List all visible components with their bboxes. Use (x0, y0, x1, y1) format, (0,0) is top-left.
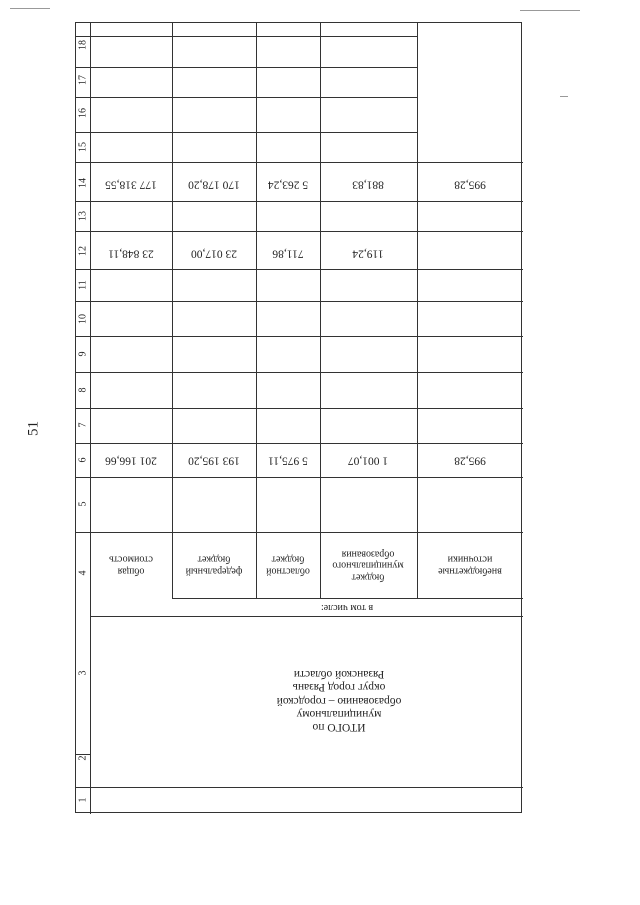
row-label-regional: областной бюджет (266, 554, 310, 577)
col-number-14: 14 (77, 178, 89, 188)
scan-artifact (560, 96, 568, 97)
cell-regional-col6: 5 975,11 (268, 454, 308, 467)
col-number-5: 5 (77, 501, 89, 507)
including-label: в том числе: (320, 601, 374, 613)
cell-federal-col12: 23 017,00 (191, 247, 237, 260)
cell-regional-col12: 711,86 (272, 247, 304, 260)
row-label-offbudget: внебюджетные источники (438, 554, 502, 577)
col-number-15: 15 (77, 142, 89, 152)
cell-offbudget-col6: 995,28 (454, 454, 486, 467)
itogo-label: ИТОГО по муниципальному образованию – городской округ город Рязань Рязанской области (276, 668, 402, 734)
cell-regional-col14: 5 263,24 (267, 178, 309, 191)
col-number-13: 13 (77, 211, 89, 221)
col-number-7: 7 (77, 422, 89, 428)
col-number-12: 12 (77, 246, 89, 256)
cell-municipal-col12: 119,24 (352, 247, 384, 260)
budget-table (75, 22, 522, 813)
cell-municipal-col6: 1 001,07 (347, 454, 389, 467)
col-number-4: 4 (77, 570, 89, 576)
row-label-federal: федеральный бюджет (185, 554, 243, 577)
cell-federal-col6: 193 195,20 (188, 454, 240, 467)
cell-offbudget-col14: 995,28 (454, 178, 486, 191)
col-number-2: 2 (77, 755, 89, 761)
page-number: 51 (25, 421, 42, 436)
cell-total-col6: 201 166,66 (105, 454, 157, 467)
cell-municipal-col14: 881,83 (352, 178, 384, 191)
col-number-11: 11 (77, 280, 89, 290)
col-number-17: 17 (77, 75, 89, 85)
col-number-3: 3 (77, 670, 89, 676)
col-number-1: 1 (77, 797, 89, 803)
col-number-9: 9 (77, 351, 89, 357)
col-number-16: 16 (77, 108, 89, 118)
col-number-10: 10 (77, 314, 89, 324)
row-label-municipal: бюджет муниципального образования (332, 548, 404, 583)
cell-federal-col14: 170 178,20 (188, 178, 240, 191)
col-number-18: 18 (77, 40, 89, 50)
cell-total-col12: 23 848,11 (108, 247, 154, 260)
col-number-8: 8 (77, 387, 89, 393)
col-number-6: 6 (77, 457, 89, 463)
scan-artifact (10, 8, 50, 9)
scan-artifact (520, 10, 580, 11)
cell-total-col14: 177 318,55 (105, 178, 157, 191)
row-label-total: общая стоимость (109, 554, 153, 577)
